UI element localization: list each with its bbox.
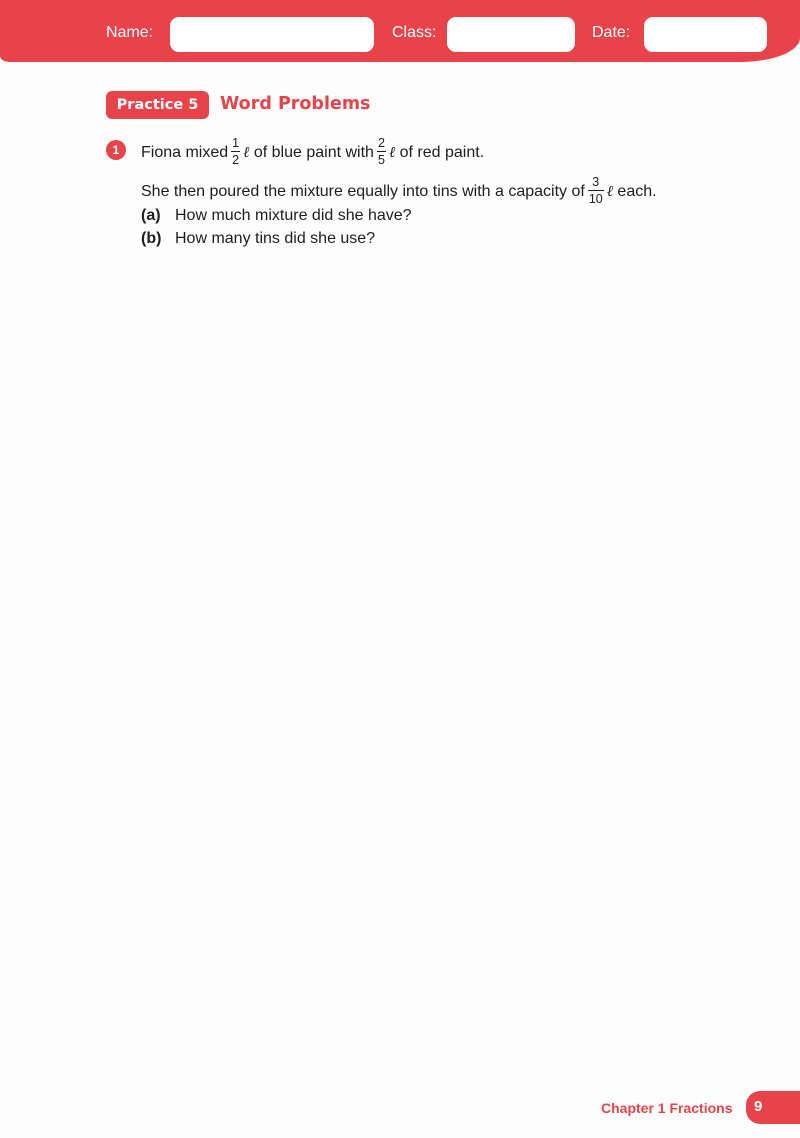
class-label: Class: [392,24,437,41]
question-line-2 [141,177,657,207]
name-field[interactable] [170,17,374,52]
part-a-label: (a) [141,207,161,224]
part-a-text: How much mixture did she have? [175,207,412,224]
question-text: each. [617,183,657,201]
question-number: 1 [106,140,126,160]
fraction-denominator: 2 [232,153,240,167]
question-text: of red paint. [399,144,485,162]
litre-unit: ℓ [606,182,613,201]
part-b-text: How many tins did she use? [175,230,376,247]
practice-badge: Practice 5 [106,91,209,119]
fraction-numerator: 3 [592,175,600,189]
question-line-1 [141,138,484,168]
litre-unit: ℓ [243,143,250,162]
litre-unit: ℓ [388,143,396,162]
date-field[interactable] [644,17,767,52]
fraction [377,137,386,167]
date-label: Date: [592,24,631,41]
fraction-denominator: 10 [588,192,603,206]
fraction-numerator: 2 [377,136,385,150]
section-title: Word Problems [220,94,371,114]
question-text: Fiona mixed [141,144,229,162]
fraction-numerator: 1 [232,136,240,150]
question-text: of blue paint with [253,144,374,162]
class-field[interactable] [447,17,575,52]
fraction-bar [231,151,240,152]
name-label: Name: [106,24,154,41]
fraction [588,176,604,206]
page-number: 9 [754,1098,763,1115]
chapter-title: Chapter 1 Fractions [601,1100,733,1116]
fraction-denominator: 5 [377,153,385,167]
fraction-bar [588,190,604,191]
fraction-bar [377,151,386,152]
part-b-label: (b) [141,230,162,247]
fraction [231,137,240,167]
question-text: She then poured the mixture equally into tins with a capacity of [141,183,585,201]
